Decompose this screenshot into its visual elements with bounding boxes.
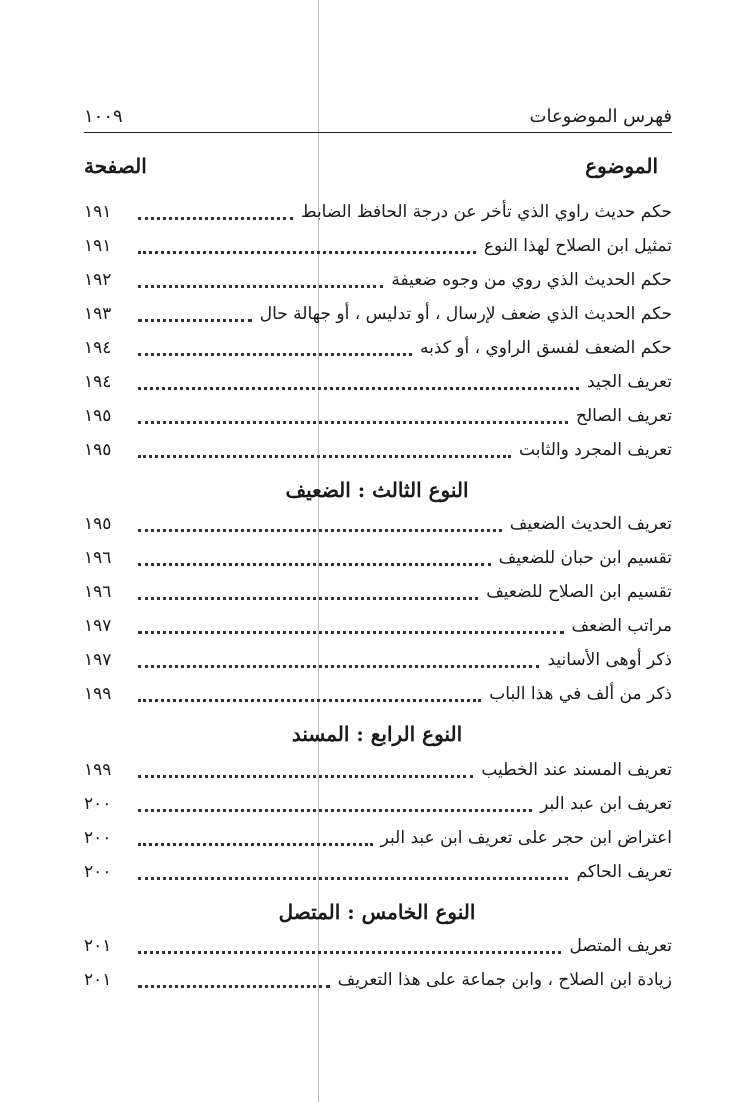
dot-leader [138,563,491,566]
toc-entry [84,930,672,962]
dot-leader [138,877,568,880]
dot-leader [138,285,383,288]
toc-entry-topic: مراتب الضعف [571,616,672,636]
section-heading: النوع الرابع : المسند [291,722,463,746]
toc-entry-topic: تعريف ابن عبد البر [540,794,672,814]
toc-entry-topic: تعريف الحاكم [576,862,672,882]
dot-leader [138,251,476,254]
toc-entry-topic: تعريف الحديث الضعيف [509,514,672,534]
toc-entry [84,576,672,608]
toc-entry [84,678,672,710]
toc-entry-page: ١٩٢ [84,270,112,290]
toc-entry-topic: ذكر من ألف في هذا الباب [489,684,672,704]
toc-entry [84,332,672,364]
dot-leader [138,319,252,322]
page-column-heading: الصفحة [84,154,147,178]
toc-entry-page: ١٩٩ [84,760,112,780]
toc-entry-page: ١٩٤ [84,338,112,358]
toc-entry-topic: اعتراض ابن حجر على تعريف ابن عبد البر [380,828,672,848]
toc-entry-page: ١٩٥ [84,406,112,426]
toc-entry-page: ١٩٣ [84,304,112,324]
dot-leader [138,387,579,390]
toc-entry-topic: زيادة ابن الصلاح ، وابن جماعة على هذا التعريف [337,970,672,990]
toc-entry [84,196,672,228]
page-number: ١٠٠٩ [84,105,123,127]
running-title: فهرس الموضوعات [529,105,672,127]
toc-entry [84,298,672,330]
toc-entry-topic: ذكر أوهى الأسانيد [547,650,672,670]
toc-entry-page: ١٩٥ [84,440,112,460]
toc-entry-topic: حكم الضعف لفسق الراوي ، أو كذبه [419,338,672,358]
toc-entry-topic: حكم الحديث الذي ضعف لإرسال ، أو تدليس ، أو جهالة حال [259,304,672,324]
toc-entry-page: ١٩٧ [84,616,112,636]
toc-entry-page: ١٩٩ [84,684,112,704]
toc-entry-topic: تعريف المسند عند الخطيب [481,760,672,780]
dot-leader [138,529,502,532]
dot-leader [138,809,532,812]
toc-entry [84,434,672,466]
toc-entry [84,610,672,642]
toc-entry-page: ٢٠٠ [84,794,112,814]
column-headings [84,148,672,184]
dot-leader [138,665,539,668]
toc-entry-topic: تمثيل ابن الصلاح لهذا النوع [483,236,672,256]
dot-leader [138,631,564,634]
toc-entry-page: ١٩٤ [84,372,112,392]
dot-leader [138,951,561,954]
dot-leader [138,353,412,356]
toc-entry [84,400,672,432]
dot-leader [138,775,473,778]
dot-leader [138,699,481,702]
toc-entry [84,366,672,398]
toc-entry-topic: حكم حديث راوي الذي تأخر عن درجة الحافظ الضابط [300,202,672,222]
toc-entry-topic: تعريف المجرد والثابت [519,440,672,460]
toc-entry [84,822,672,854]
toc-entry [84,230,672,262]
toc-entry-topic: تقسيم ابن الصلاح للضعيف [486,582,672,602]
dot-leader [138,843,373,846]
toc-entry-page: ١٩٦ [84,548,112,568]
toc-entry-page: ٢٠٠ [84,828,112,848]
toc-entry-topic: تعريف الصالح [575,406,672,426]
toc-entry [84,788,672,820]
toc-entry [84,542,672,574]
toc-entry-topic: حكم الحديث الذي روي من وجوه ضعيفة [391,270,672,290]
toc-entry-topic: تقسيم ابن حبان للضعيف [498,548,672,568]
toc-entry [84,964,672,996]
toc-entry-topic: تعريف المتصل [569,936,672,956]
dot-leader [138,597,478,600]
toc-entry [84,264,672,296]
toc-entry [84,856,672,888]
toc-entry [84,644,672,676]
toc-entry-page: ١٩١ [84,236,112,256]
dot-leader [138,217,293,220]
toc-entry-page: ١٩٥ [84,514,112,534]
running-header [84,100,672,133]
toc-entry-page: ٢٠٠ [84,862,112,882]
section-heading: النوع الثالث : الضعيف [285,478,469,502]
toc-entry-page: ١٩٧ [84,650,112,670]
toc-entry-page: ١٩٦ [84,582,112,602]
dot-leader [138,985,330,988]
dot-leader [138,421,568,424]
toc-entry [84,754,672,786]
topic-column-heading: الموضوع [585,154,658,178]
section-heading: النوع الخامس : المتصل [278,900,476,924]
toc-entry-topic: تعريف الجيد [587,372,672,392]
dot-leader [138,455,511,458]
toc-entry-page: ٢٠١ [84,936,112,956]
toc-entry [84,508,672,540]
toc-entry-page: ٢٠١ [84,970,112,990]
toc-entry-page: ١٩١ [84,202,112,222]
